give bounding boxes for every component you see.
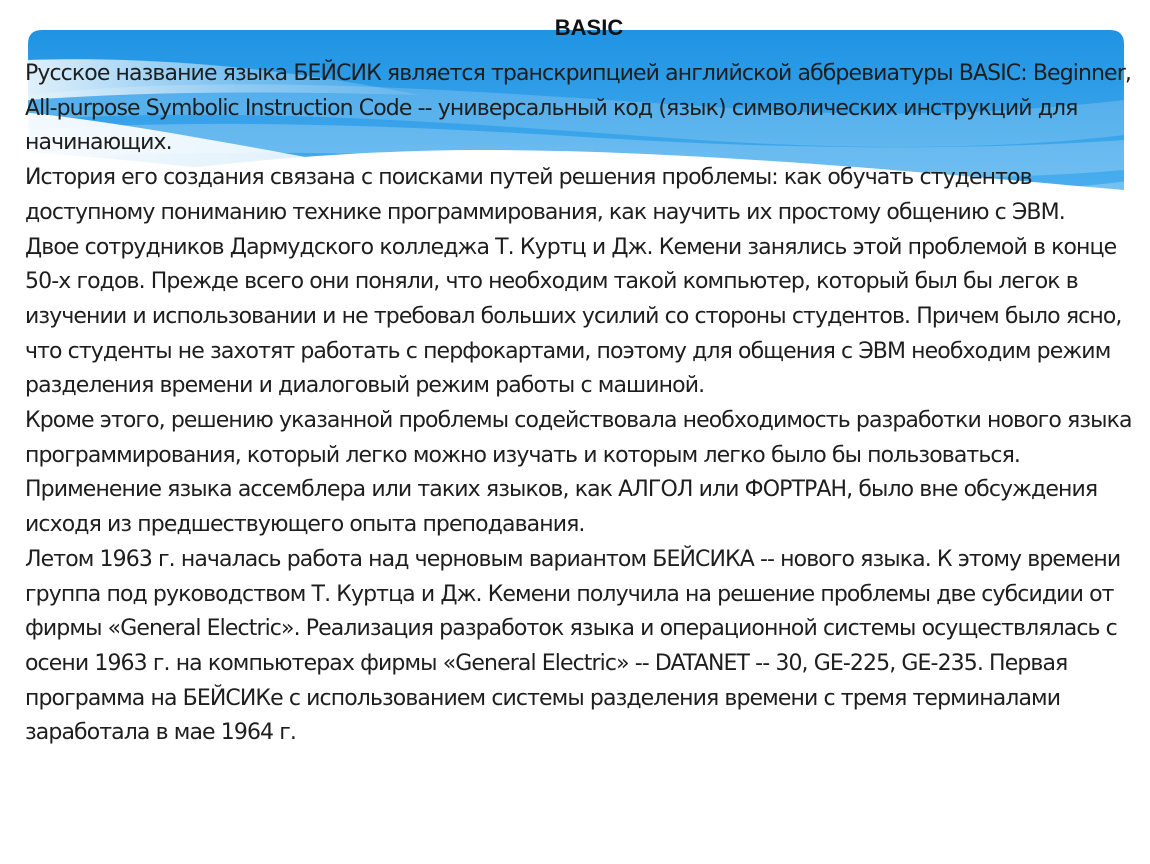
paragraph-basic-name: Русское название языка БЕЙСИК является транскрипцией английской аббревиатуры BASIC: Beginner, All-purpose Symbolic Instruction Code -- универсальный код (язык) символических инструкций для начинающих. [25, 61, 1131, 156]
paragraph-dartmouth: Двое сотрудников Дармудского колледжа Т. Куртц и Дж. Кемени занялись этой проблемой в конце 50-х годов. Прежде всего они поняли, что необходим такой компьютер, который был бы легок в изучении и использовании и не требовал больших усилий со стороны студентов. Причем было ясно, что студенты не захотят работать с перфокартами, поэтому для общения с ЭВМ необходим режим разделения времени и диалоговый режим работы с машиной. [25, 234, 1122, 399]
paragraph-history: История его создания связана с поисками путей решения проблемы: как обучать студентов доступному пониманию технике программирования, как научить их простому общению с ЭВМ. [25, 165, 1065, 225]
paragraph-new-language: Кроме этого, решению указанной проблемы содействовала необходимость разработки нового языка программирования, который легко можно изучать и которым легко было бы пользоваться. Применение языка ассемблера или таких языков, как АЛГОЛ или ФОРТРАН, было вне обсуждения исходя из предшествующего опыта преподавания. [25, 408, 1132, 538]
slide-title: BASIC [554, 15, 624, 40]
paragraph-1963: Летом 1963 г. началась работа над черновым вариантом БЕЙСИКА -- нового языка. К этому времени группа под руководством Т. Куртца и Дж. Кемени получила на решение проблемы две субсидии от фирмы «General Electric». Реализация разработок языка и операционной системы осуществлялась с осени 1963 г. на компьютерах фирмы «General Electric» -- DATANET -- 30, GE-225, GE-235. Первая программа на БЕЙСИКе с использованием системы разделения времени с тремя терминалами заработала в мае 1964 г. [25, 546, 1121, 746]
slide-body [25, 57, 1145, 751]
